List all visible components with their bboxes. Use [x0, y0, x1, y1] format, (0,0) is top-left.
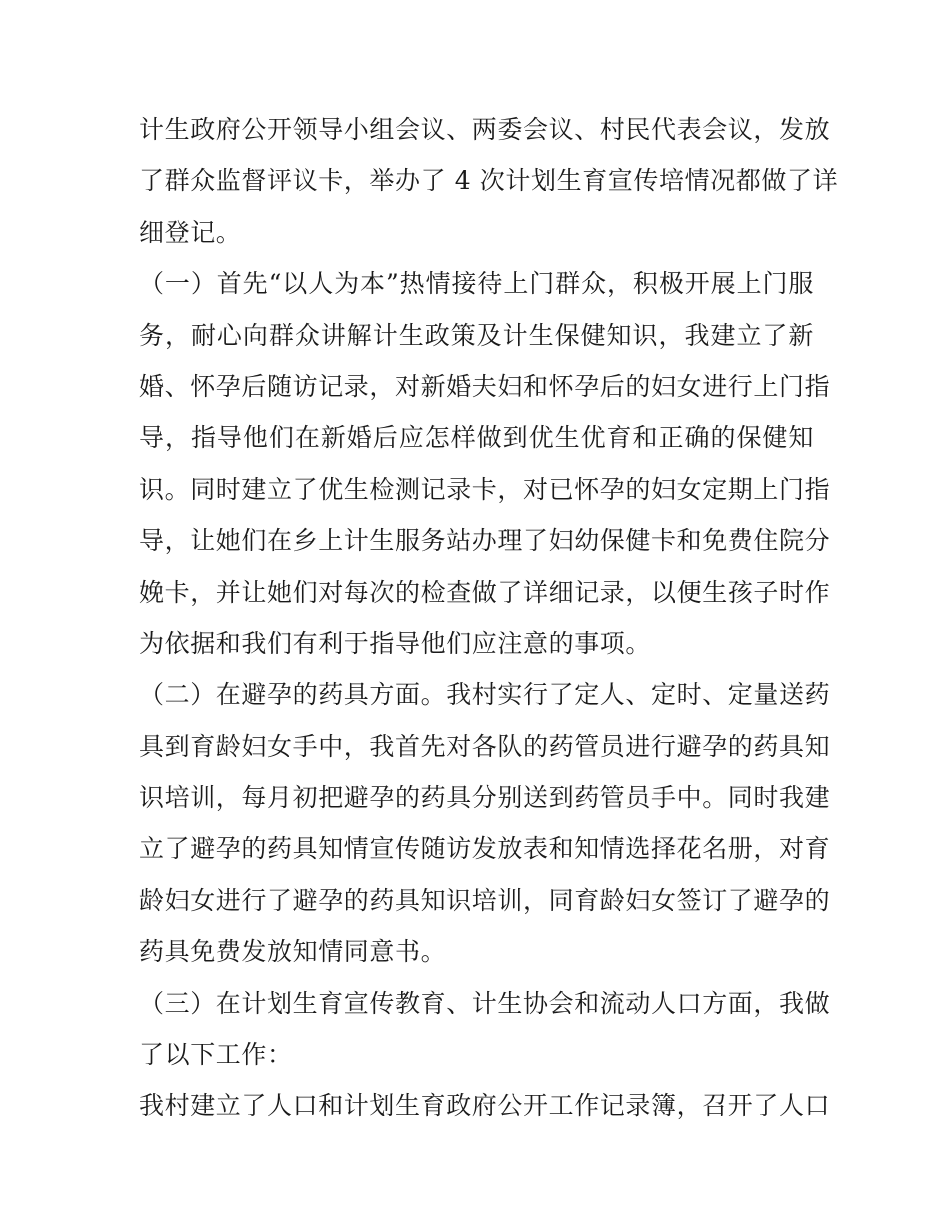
- text-line: 药具免费发放知情同意书。: [139, 937, 447, 967]
- text-line: 导，让她们在乡上计生服务站办理了妇幼保健卡和免费住院分: [139, 526, 831, 556]
- text-line: 了群众监督评议卡，举办了 4 次计划生育宣传培情况都做了详: [139, 166, 839, 196]
- text-line: 务，耐心向群众讲解计生政策及计生保健知识，我建立了新: [139, 320, 814, 350]
- document-body: [139, 104, 839, 1132]
- text-line: 计生政府公开领导小组会议、两委会议、村民代表会议，发放: [139, 115, 831, 144]
- text-line: （二）在避孕的药具方面。我村实行了定人、定时、定量送药: [139, 680, 831, 710]
- text-line: （三）在计划生育宣传教育、计生协会和流动人口方面，我做: [139, 988, 831, 1018]
- text-line: （一）首先“以人为本”热情接待上门群众，积极开展上门服: [139, 269, 814, 299]
- text-line: 细登记。: [139, 217, 242, 247]
- text-line: 我村建立了人口和计划生育政府公开工作记录簿，召开了人口: [139, 1091, 831, 1121]
- text-line: 立了避孕的药具知情宣传随访发放表和知情选择花名册，对育: [139, 834, 831, 864]
- text-line: 导，指导他们在新婚后应怎样做到优生优育和正确的保健知: [139, 423, 814, 453]
- text-line: 识。同时建立了优生检测记录卡，对已怀孕的妇女定期上门指: [139, 474, 831, 504]
- text-line: 婚、怀孕后随访记录，对新婚夫妇和怀孕后的妇女进行上门指: [139, 371, 831, 401]
- text-line: 具到育龄妇女手中，我首先对各队的药管员进行避孕的药具知: [139, 731, 831, 761]
- text-line: 娩卡，并让她们对每次的检查做了详细记录，以便生孩子时作: [139, 577, 831, 607]
- text-line: 龄妇女进行了避孕的药具知识培训，同育龄妇女签订了避孕的: [139, 885, 831, 915]
- text-line: 了以下工作：: [139, 1040, 293, 1070]
- text-line: 为依据和我们有利于指导他们应注意的事项。: [139, 628, 652, 658]
- text-line: 识培训，每月初把避孕的药具分别送到药管员手中。同时我建: [139, 783, 831, 813]
